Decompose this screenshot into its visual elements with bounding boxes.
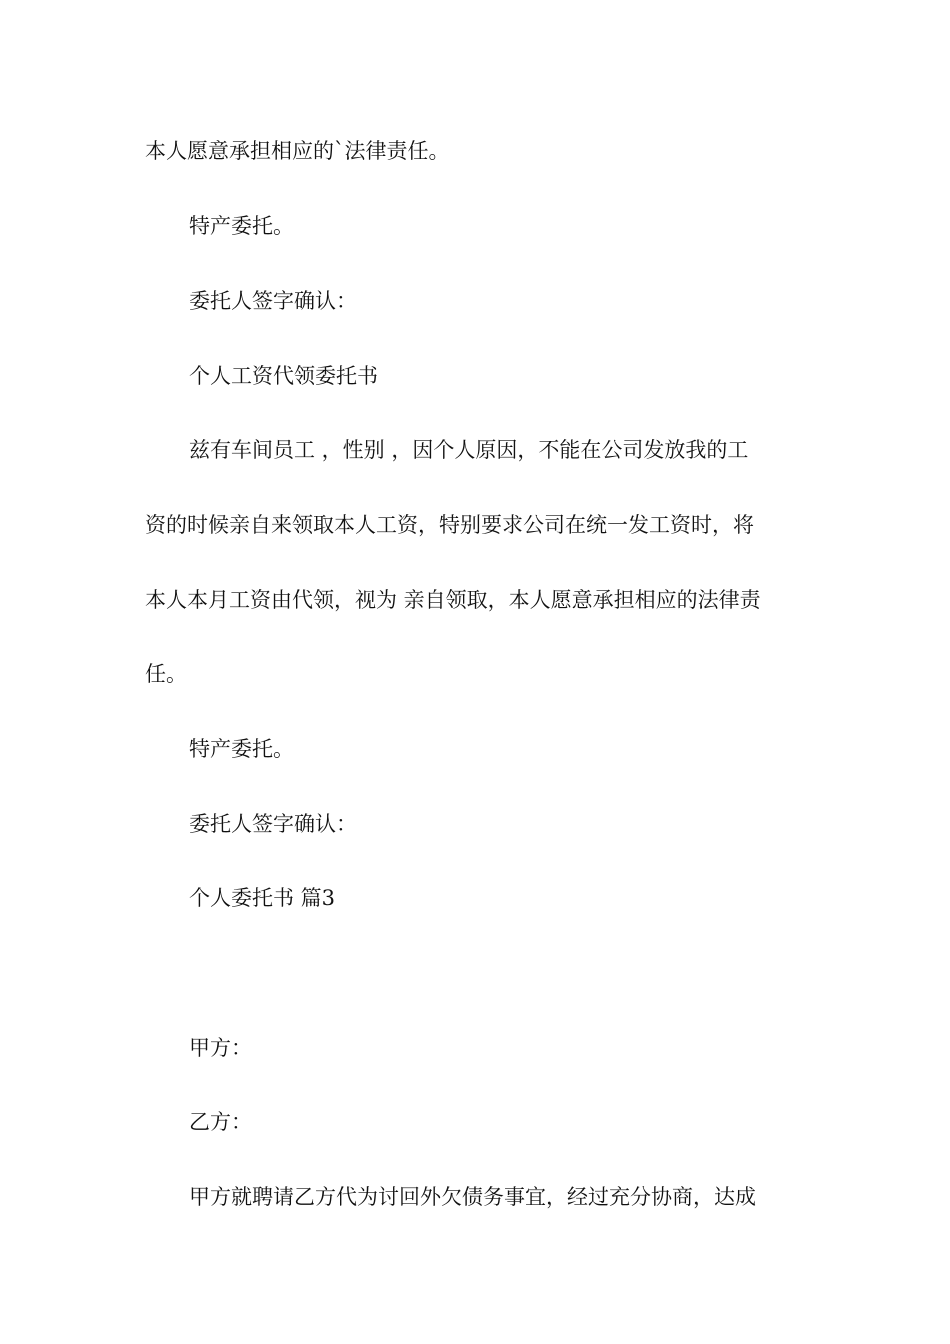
paragraph-line: 甲方就聘请乙方代为讨回外欠债务事宜，经过充分协商，达成 — [189, 1185, 756, 1209]
section-heading: 个人工资代领委托书 — [189, 364, 378, 388]
paragraph-line: 特产委托。 — [189, 737, 294, 761]
paragraph-line: 委托人签字确认： — [189, 812, 357, 836]
section-heading: 个人委托书 篇3 — [189, 886, 336, 910]
paragraph-line: 委托人签字确认： — [189, 289, 357, 313]
party-a-line: 甲方： — [189, 1036, 252, 1060]
paragraph-line: 任。 — [145, 662, 187, 686]
party-b-line: 乙方： — [189, 1110, 252, 1134]
paragraph-line: 本人愿意承担相应的`法律责任。 — [145, 139, 450, 163]
paragraph-line: 兹有车间员工 ，性别 ，因个人原因，不能在公司发放我的工 — [189, 438, 749, 462]
paragraph-line: 特产委托。 — [189, 214, 294, 238]
paragraph-line: 资的时候亲自来领取本人工资，特别要求公司在统一发工资时，将 — [145, 513, 754, 537]
paragraph-line: 本人本月工资由代领，视为 亲自领取，本人愿意承担相应的法律责 — [145, 588, 761, 612]
